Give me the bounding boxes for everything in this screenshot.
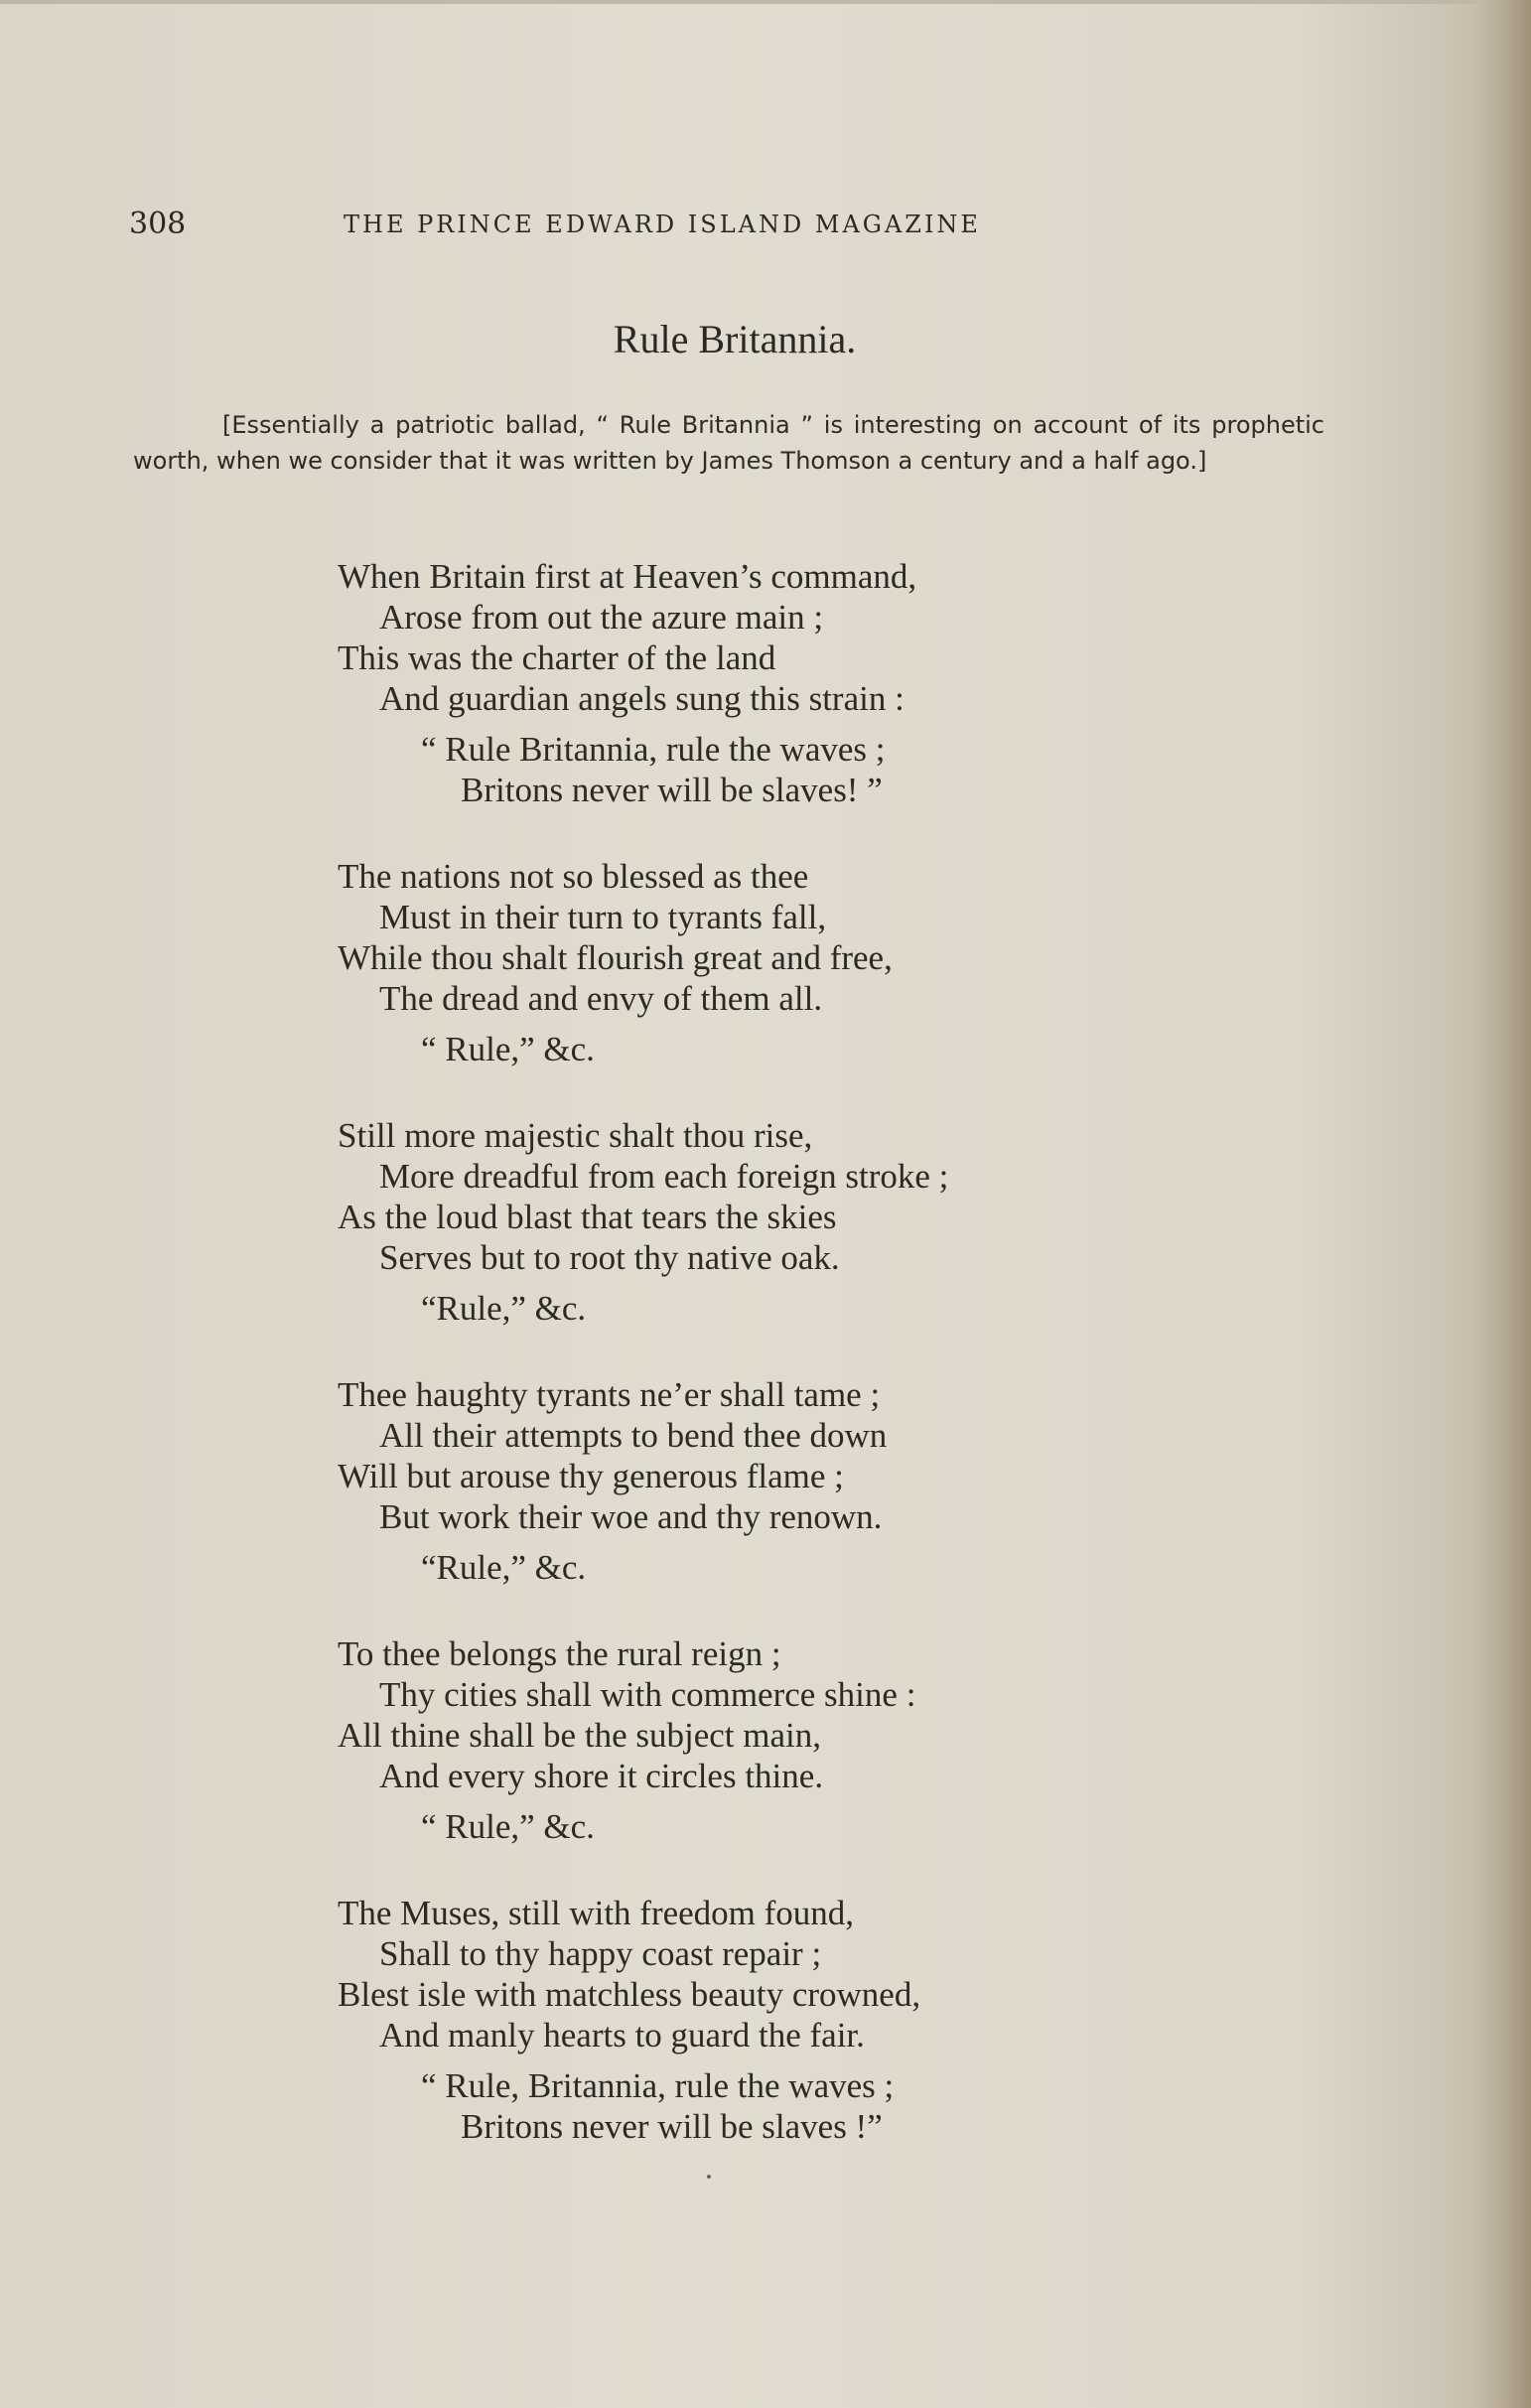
poem-line: The Muses, still with freedom found, bbox=[338, 1894, 855, 1932]
poem-title: Rule Britannia. bbox=[613, 317, 857, 361]
running-head: THE PRINCE EDWARD ISLAND MAGAZINE bbox=[344, 211, 981, 238]
page-binding-shadow bbox=[1476, 0, 1531, 2408]
chorus bbox=[338, 1288, 1330, 1329]
chorus-line: “Rule,” &c. bbox=[421, 1289, 587, 1328]
page-number: 308 bbox=[129, 207, 187, 241]
poem-line: This was the charter of the land bbox=[338, 638, 776, 677]
poem-line: To thee belongs the rural reign ; bbox=[338, 1634, 781, 1673]
chorus-line: “ Rule,” &c. bbox=[421, 1807, 595, 1846]
poem-line: All their attempts to bend thee down bbox=[379, 1416, 888, 1455]
poem-line: Still more majestic shalt thou rise, bbox=[338, 1116, 813, 1155]
page-top-edge bbox=[0, 0, 1479, 4]
poem-line: While thou shalt flourish great and free, bbox=[338, 938, 893, 977]
stanza-2 bbox=[338, 856, 1330, 1069]
chorus bbox=[338, 1806, 1330, 1847]
chorus bbox=[338, 1547, 1330, 1588]
stanza-3 bbox=[338, 1115, 1330, 1329]
poem-line: All thine shall be the subject main, bbox=[338, 1716, 821, 1755]
poem-line: The dread and envy of them all. bbox=[379, 979, 823, 1018]
poem-line: And guardian angels sung this strain : bbox=[379, 679, 905, 718]
chorus-line: “Rule,” &c. bbox=[421, 1548, 587, 1587]
poem-line: Serves but to root thy native oak. bbox=[379, 1238, 840, 1277]
chorus bbox=[338, 2065, 1330, 2147]
poem-line: Thy cities shall with commerce shine : bbox=[379, 1675, 916, 1714]
chorus-line: “ Rule Britannia, rule the waves ; bbox=[421, 730, 886, 769]
stanza-4 bbox=[338, 1374, 1330, 1588]
stanza-6 bbox=[338, 1893, 1330, 2147]
chorus-line: “ Rule,” &c. bbox=[421, 1030, 595, 1068]
poem-line: And manly hearts to guard the fair. bbox=[379, 2016, 865, 2054]
poem-body bbox=[338, 556, 1330, 2193]
chorus bbox=[338, 729, 1330, 810]
poem-line: Will but arouse thy generous flame ; bbox=[338, 1457, 844, 1495]
intro-note: [Essentially a patriotic ballad, “ Rule Britannia ” is interesting on account of its prophetic worth, when we consider that it was written by James Thomson a century and a half ago.] bbox=[133, 411, 1324, 475]
chorus-line: Britons never will be slaves! ” bbox=[461, 771, 883, 809]
poem-line: But work their woe and thy renown. bbox=[379, 1497, 883, 1536]
poem-line: The nations not so blessed as thee bbox=[338, 857, 809, 896]
chorus-line: Britons never will be slaves !” bbox=[461, 2107, 883, 2146]
poem-line: When Britain first at Heaven’s command, bbox=[338, 557, 917, 596]
poem-line: Must in their turn to tyrants fall, bbox=[379, 898, 827, 936]
page-header bbox=[129, 207, 1122, 246]
poem-line: Arose from out the azure main ; bbox=[379, 598, 824, 637]
poem-line: More dreadful from each foreign stroke ; bbox=[379, 1157, 949, 1196]
stanza-5 bbox=[338, 1633, 1330, 1847]
poem-line: Shall to thy happy coast repair ; bbox=[379, 1934, 822, 1973]
chorus-line: “ Rule, Britannia, rule the waves ; bbox=[421, 2066, 895, 2105]
poem-line: Thee haughty tyrants ne’er shall tame ; bbox=[338, 1375, 881, 1414]
stanza-1 bbox=[338, 556, 1330, 810]
poem-line: As the loud blast that tears the skies bbox=[338, 1198, 837, 1236]
ink-speck bbox=[707, 2175, 711, 2179]
poem-line: And every shore it circles thine. bbox=[379, 1757, 824, 1795]
poem-line: Blest isle with matchless beauty crowned, bbox=[338, 1975, 921, 2014]
chorus bbox=[338, 1029, 1330, 1069]
